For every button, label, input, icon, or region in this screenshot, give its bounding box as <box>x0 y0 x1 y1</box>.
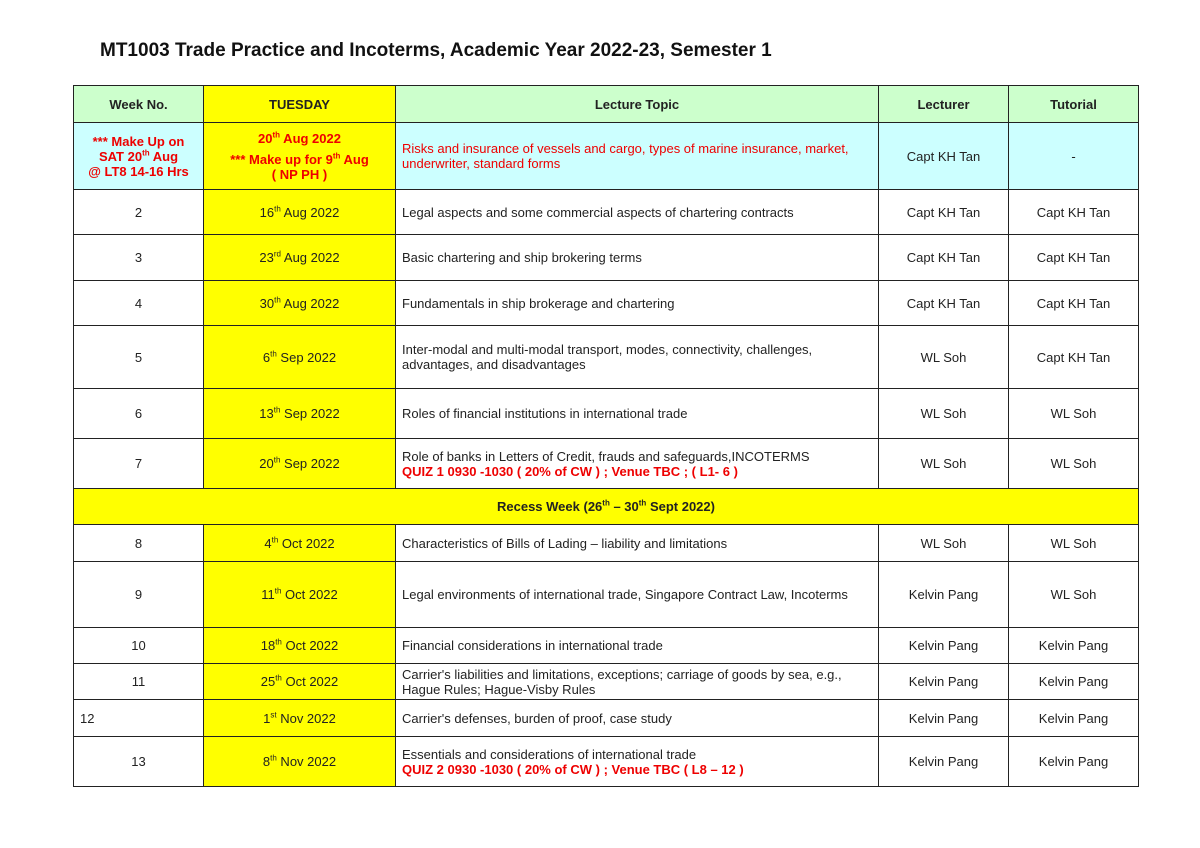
lecturer-cell: WL Soh <box>879 525 1009 562</box>
tutorial-cell: Kelvin Pang <box>1009 737 1139 787</box>
tutorial-cell: Kelvin Pang <box>1009 700 1139 737</box>
header-lecturer: Lecturer <box>879 86 1009 123</box>
date-rest: Sep 2022 <box>276 349 337 365</box>
recess-post: Sept 2022) <box>646 499 715 514</box>
topic-cell <box>396 389 879 439</box>
lecturer-cell: Kelvin Pang <box>879 737 1009 787</box>
topic-text: Carrier's liabilities and limitations, exceptions; carriage of goods by sea, e.g., Hague Rules; Hague-Visby Rules <box>402 666 842 697</box>
topic-cell <box>396 525 879 562</box>
week-cell: 4 <box>74 281 204 326</box>
date-rest: Oct 2022 <box>281 674 339 689</box>
topic-cell <box>396 628 879 664</box>
makeup-date-post: Aug 2022 <box>280 130 341 146</box>
table-row <box>74 389 1139 439</box>
date-suffix: th <box>275 637 282 647</box>
topic-text: Legal aspects and some commercial aspects of chartering contracts <box>402 204 794 220</box>
header-tutorial: Tutorial <box>1009 86 1139 123</box>
week-cell: 12 <box>74 700 204 737</box>
lecturer-cell: Kelvin Pang <box>879 664 1009 700</box>
date-suffix: th <box>275 673 282 683</box>
table-row <box>74 700 1139 737</box>
date-suffix: th <box>273 405 281 415</box>
topic-text: Inter-modal and multi-modal transport, modes, connectivity, challenges, advantages, and disadvantages <box>402 342 813 372</box>
makeup-date <box>210 131 389 146</box>
date-day: 8 <box>262 754 271 769</box>
date-cell <box>204 389 396 439</box>
date-suffix: th <box>274 295 281 305</box>
week-cell: 3 <box>74 235 204 281</box>
recess-row <box>74 489 1139 525</box>
date-suffix: th <box>274 586 282 596</box>
makeup-week-line2 <box>80 149 197 164</box>
rows-block-1 <box>74 190 1139 489</box>
date-day: 16 <box>259 204 275 220</box>
table-row <box>74 190 1139 235</box>
date-cell <box>204 525 396 562</box>
table-row <box>74 235 1139 281</box>
date-suffix: th <box>273 455 281 465</box>
makeup-week-cell <box>74 123 204 190</box>
quiz-note: QUIZ 1 0930 -1030 ( 20% of CW ) ; Venue TBC ; ( L1- 6 ) <box>402 463 738 479</box>
lecturer-cell: WL Soh <box>879 439 1009 489</box>
week-cell: 7 <box>74 439 204 489</box>
week-cell: 6 <box>74 389 204 439</box>
date-cell <box>204 628 396 664</box>
topic-cell <box>396 326 879 389</box>
date-rest: Oct 2022 <box>281 638 339 653</box>
date-rest: Aug 2022 <box>281 250 340 265</box>
header-day: TUESDAY <box>204 86 396 123</box>
week-cell: 10 <box>74 628 204 664</box>
date-day: 11 <box>261 587 275 602</box>
date-rest: Sep 2022 <box>280 406 340 421</box>
date-suffix: th <box>270 753 277 763</box>
recess-mid: – 30 <box>609 499 639 514</box>
week-cell: 11 <box>74 664 204 700</box>
topic-cell <box>396 700 879 737</box>
lecturer-cell: Capt KH Tan <box>879 235 1009 281</box>
date-rest: Nov 2022 <box>276 754 337 769</box>
topic-text: Roles of financial institutions in international trade <box>402 406 688 421</box>
topic-text: Role of banks in Letters of Credit, frauds and safeguards,INCOTERMS <box>402 448 810 464</box>
topic-cell <box>396 439 879 489</box>
topic-text: Legal environments of international trade, Singapore Contract Law, Incoterms <box>402 587 848 602</box>
table-row <box>74 562 1139 628</box>
date-suffix: rd <box>273 249 282 259</box>
tutorial-cell: Capt KH Tan <box>1009 326 1139 389</box>
tutorial-cell: Capt KH Tan <box>1009 235 1139 281</box>
topic-cell <box>396 737 879 787</box>
recess-sup1: th <box>602 498 610 508</box>
date-day: 18 <box>260 638 276 653</box>
week-cell: 9 <box>74 562 204 628</box>
makeup-date-note <box>210 152 389 167</box>
topic-text: Carrier's defenses, burden of proof, case study <box>402 710 672 726</box>
date-cell <box>204 326 396 389</box>
header-row <box>74 86 1139 123</box>
quiz-note: QUIZ 2 0930 -1030 ( 20% of CW ) ; Venue TBC ( L8 – 12 ) <box>402 761 744 777</box>
recess-pre: Recess Week (26 <box>497 499 603 514</box>
topic-text: Essentials and considerations of international trade <box>402 746 697 762</box>
makeup-topic: Risks and insurance of vessels and cargo, types of marine insurance, market, underwriter, standard forms <box>396 123 879 190</box>
makeup-week-line2-post: Aug <box>149 148 179 164</box>
table-row <box>74 737 1139 787</box>
date-day: 6 <box>262 349 271 365</box>
makeup-date-pre: 20 <box>258 130 273 146</box>
table-row <box>74 525 1139 562</box>
date-rest: Oct 2022 <box>278 535 335 551</box>
week-cell: 8 <box>74 525 204 562</box>
topic-cell <box>396 281 879 326</box>
header-topic: Lecture Topic <box>396 86 879 123</box>
schedule-table <box>73 85 1139 787</box>
date-rest: Aug 2022 <box>280 204 340 220</box>
makeup-week-line3: @ LT8 14-16 Hrs <box>88 163 189 179</box>
makeup-week-line1: *** Make Up on <box>92 133 185 149</box>
date-suffix: th <box>274 204 281 214</box>
lecturer-cell: Capt KH Tan <box>879 281 1009 326</box>
topic-cell <box>396 190 879 235</box>
header-week: Week No. <box>74 86 204 123</box>
page-title: MT1003 Trade Practice and Incoterms, Academic Year 2022-23, Semester 1 <box>100 40 772 61</box>
table-row <box>74 281 1139 326</box>
date-day: 1 <box>263 710 271 726</box>
makeup-date-note-post: Aug <box>340 151 369 167</box>
lecturer-cell: Capt KH Tan <box>879 190 1009 235</box>
lecturer-cell: WL Soh <box>879 326 1009 389</box>
makeup-date-sup: th <box>272 130 281 140</box>
lecturer-cell: Kelvin Pang <box>879 628 1009 664</box>
tutorial-cell: Capt KH Tan <box>1009 281 1139 326</box>
date-day: 23 <box>259 250 274 265</box>
date-day: 4 <box>264 535 272 551</box>
makeup-date-cell <box>204 123 396 190</box>
date-cell <box>204 235 396 281</box>
tutorial-cell: Capt KH Tan <box>1009 190 1139 235</box>
date-cell <box>204 562 396 628</box>
makeup-date-note2: ( NP PH ) <box>271 166 328 182</box>
table-row <box>74 326 1139 389</box>
week-cell: 13 <box>74 737 204 787</box>
date-cell <box>204 281 396 326</box>
date-day: 30 <box>259 295 275 311</box>
topic-text: Basic chartering and ship brokering terms <box>402 250 642 265</box>
date-cell <box>204 664 396 700</box>
date-cell <box>204 190 396 235</box>
makeup-row <box>74 123 1139 190</box>
date-suffix: th <box>271 535 279 545</box>
makeup-week-line2-sup: th <box>142 148 150 158</box>
topic-text: Fundamentals in ship brokerage and chartering <box>402 295 675 311</box>
date-suffix: th <box>270 349 277 359</box>
makeup-tutorial: - <box>1009 123 1139 190</box>
date-cell <box>204 700 396 737</box>
tutorial-cell: Kelvin Pang <box>1009 628 1139 664</box>
date-day: 20 <box>259 456 274 471</box>
date-day: 25 <box>260 674 276 689</box>
tutorial-cell: WL Soh <box>1009 562 1139 628</box>
topic-cell <box>396 664 879 700</box>
date-rest: Oct 2022 <box>281 587 338 602</box>
recess-cell <box>74 489 1139 525</box>
date-suffix: st <box>270 710 277 720</box>
topic-cell <box>396 562 879 628</box>
topic-text: Financial considerations in international trade <box>402 638 663 653</box>
table-row <box>74 664 1139 700</box>
table-row <box>74 628 1139 664</box>
lecturer-cell: WL Soh <box>879 389 1009 439</box>
date-cell <box>204 439 396 489</box>
date-cell <box>204 737 396 787</box>
lecturer-cell: Kelvin Pang <box>879 700 1009 737</box>
week-cell: 5 <box>74 326 204 389</box>
makeup-lecturer: Capt KH Tan <box>879 123 1009 190</box>
tutorial-cell: Kelvin Pang <box>1009 664 1139 700</box>
week-cell: 2 <box>74 190 204 235</box>
date-rest: Sep 2022 <box>280 456 340 471</box>
date-rest: Nov 2022 <box>276 710 336 726</box>
topic-text: Characteristics of Bills of Lading – liability and limitations <box>402 535 728 551</box>
tutorial-cell: WL Soh <box>1009 439 1139 489</box>
topic-cell <box>396 235 879 281</box>
makeup-date-note-pre: *** Make up for 9 <box>230 151 333 167</box>
date-rest: Aug 2022 <box>280 295 340 311</box>
tutorial-cell: WL Soh <box>1009 525 1139 562</box>
date-day: 13 <box>259 406 274 421</box>
lecturer-cell: Kelvin Pang <box>879 562 1009 628</box>
table-row <box>74 439 1139 489</box>
makeup-date-note-sup: th <box>332 151 341 161</box>
recess-sup2: th <box>638 498 647 508</box>
tutorial-cell: WL Soh <box>1009 389 1139 439</box>
makeup-week-line2-pre: SAT 20 <box>98 148 143 164</box>
rows-block-2 <box>74 525 1139 787</box>
